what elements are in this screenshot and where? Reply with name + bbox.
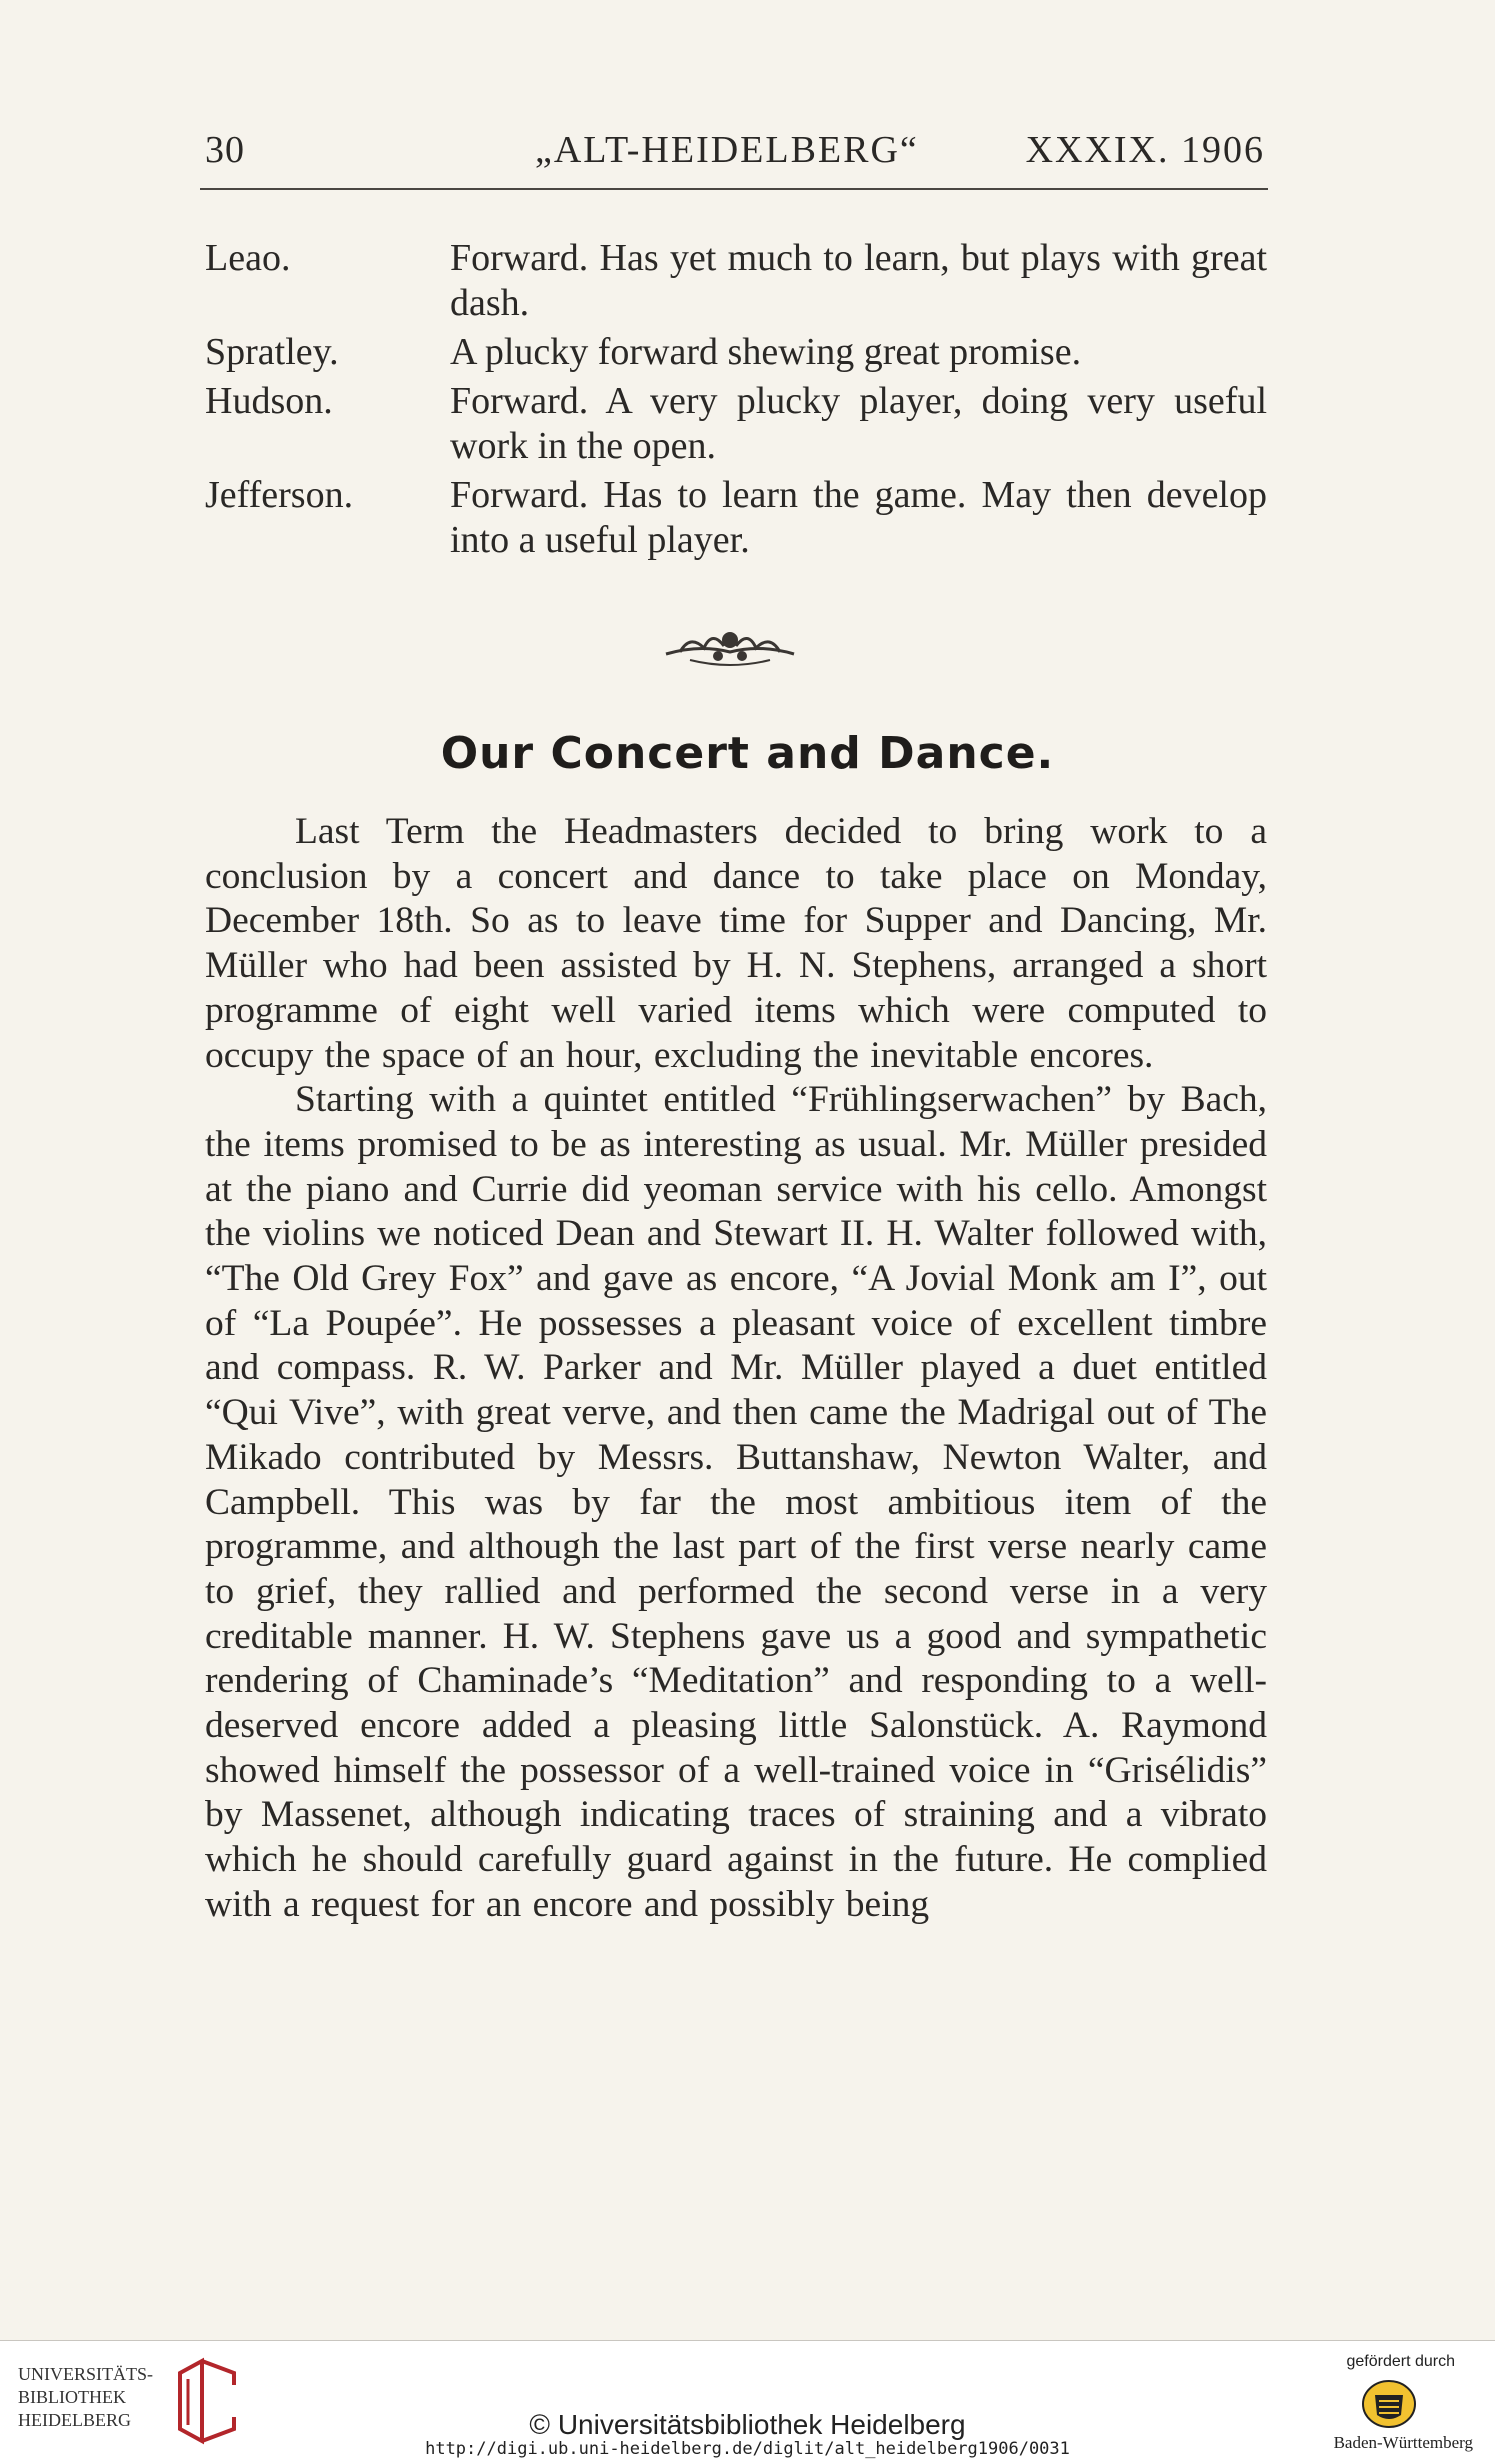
player-description: A plucky forward shewing great promise. <box>450 331 1082 373</box>
article-title: Our Concert and Dance. <box>440 728 1055 779</box>
player-roster <box>205 236 1267 567</box>
player-name: Leao. <box>205 237 291 279</box>
player-description: Forward. Has yet much to learn, but plays with great dash. <box>450 237 1267 324</box>
funded-by-label: gefördert durch <box>1346 2353 1455 2370</box>
player-description: Forward. A very plucky player, doing very useful work in the open. <box>450 380 1267 467</box>
volume-year: XXXIX. 1906 <box>1025 129 1265 171</box>
baden-wuerttemberg-crest-icon <box>1361 2379 1417 2429</box>
source-url[interactable]: http://digi.ub.uni-heidelberg.de/diglit/alt_heidelberg1906/0031 <box>425 2439 1070 2459</box>
floral-ornament-icon <box>660 622 800 672</box>
roster-entry <box>205 236 1267 326</box>
player-name: Hudson. <box>205 380 333 422</box>
sponsor-name: Baden-Württemberg <box>1333 2433 1473 2452</box>
page-number: 30 <box>205 129 245 171</box>
header-rule <box>200 188 1268 190</box>
copyright-notice: © Universitätsbibliothek Heidelberg <box>529 2409 966 2440</box>
article-paragraph: Last Term the Headmasters decided to bring work to a conclusion by a concert and dance to take place on Monday, December 18th. So as to leave time for Supper and Dancing, Mr. Müller who had been assisted by H. N. Stephens, arranged a short programme of eight well varied items which were computed to occupy the space of an hour, excluding the inevitable encores. <box>205 811 1267 1076</box>
running-head <box>205 118 1265 178</box>
roster-entry <box>205 379 1267 469</box>
article-paragraph: Starting with a quintet entitled “Frühlingserwachen” by Bach, the items promised to be as interesting as usual. Mr. Müller presided at the piano and Currie did yeoman service with his cello. Amongst the violins we noticed Dean and Stewart II. H. Walter followed with, “The Old Grey Fox” and gave as encore, “A Jovial Monk am I”, out of “La Poupée”. He possesses a pleasant voice of excellent timbre and compass. R. W. Parker and Mr. Müller played a duet entitled “Qui Vive”, with great verve, and then came the Madrigal out of The Mikado contributed by Messrs. Buttanshaw, Newton Walter, and Campbell. This was by far the most ambitious item of the programme, and although the last part of the first verse nearly came to grief, they rallied and performed the second verse in a very creditable manner. H. W. Stephens gave us a good and sympathetic rendering of Chaminade’s “Meditation” and responding to a well-deserved encore added a pleasing little Salonstück. A. Raymond showed himself the possessor of a well-trained voice in “Grisélidis” by Massenet, although indicating traces of straining and a vibrato which he should carefully guard against in the future. He complied with a request for an encore and possibly being <box>205 1079 1267 1925</box>
roster-entry <box>205 473 1267 563</box>
article-body <box>205 810 1267 1928</box>
roster-entry <box>205 330 1267 375</box>
player-name: Jefferson. <box>205 474 354 516</box>
journal-title: „ALT-HEIDELBERG“ <box>535 129 919 171</box>
player-description: Forward. Has to learn the game. May then develop into a useful player. <box>450 474 1267 561</box>
digitization-footer <box>0 2340 1495 2461</box>
library-name: UNIVERSITÄTS- BIBLIOTHEK HEIDELBERG <box>18 2364 153 2430</box>
player-name: Spratley. <box>205 331 339 373</box>
